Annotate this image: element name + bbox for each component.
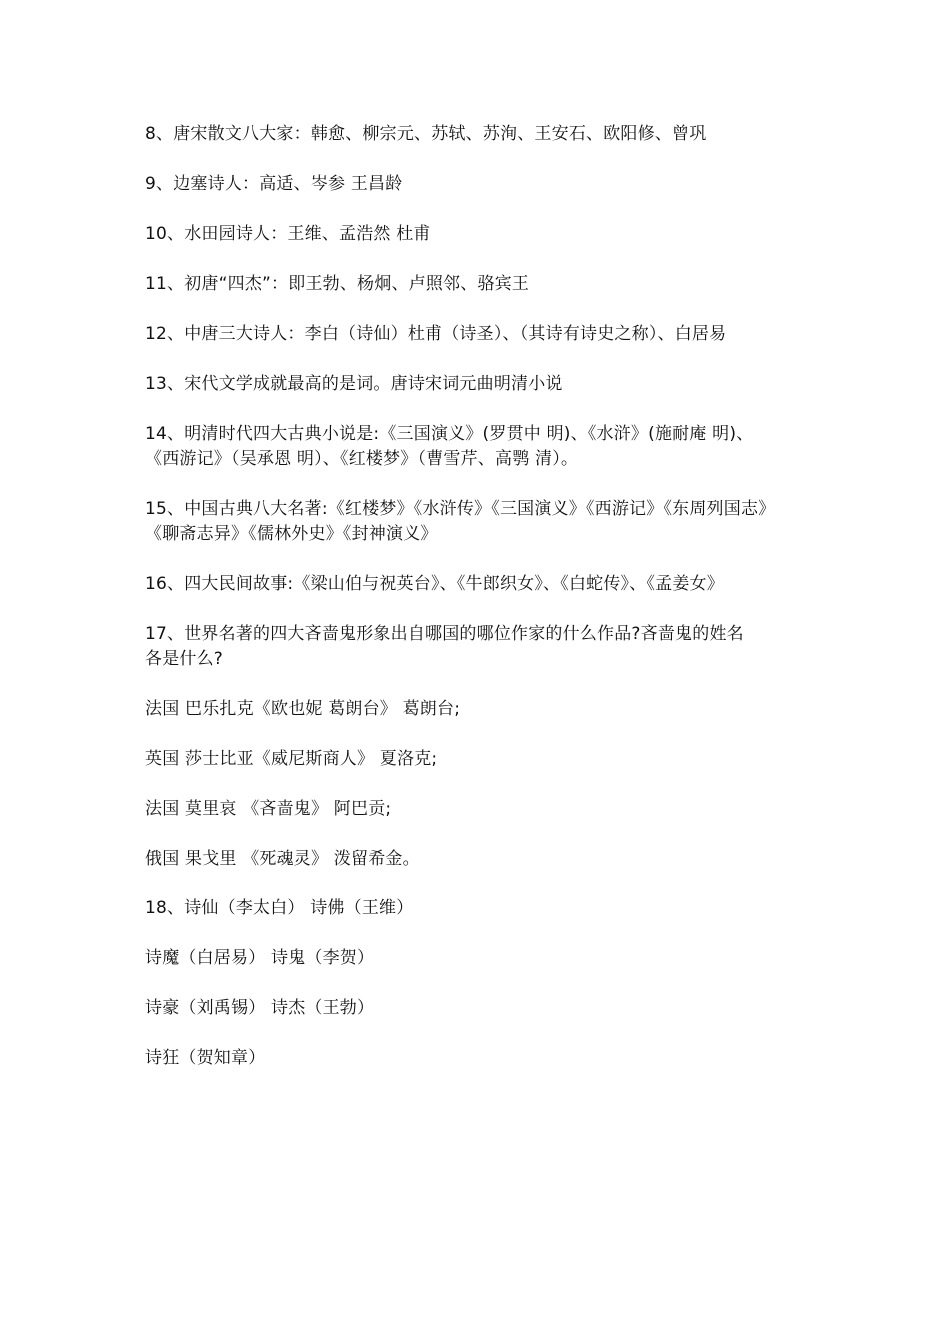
line-12-three-poets: 12、中唐三大诗人：李白（诗仙）杜甫（诗圣）、（其诗有诗史之称）、白居易 — [145, 324, 727, 344]
miser-plyushkin: 俄国 果戈里 《死魂灵》 泼留希金。 — [145, 849, 420, 869]
poet-nicknames-row-3: 诗豪（刘禹锡） 诗杰（王勃） — [145, 998, 375, 1018]
line-18-poet-nicknames: 18、诗仙（李太白） 诗佛（王维） — [145, 898, 414, 918]
line-8-prose-masters: 8、唐宋散文八大家：韩愈、柳宗元、苏轼、苏洵、王安石、欧阳修、曾巩 — [145, 124, 707, 144]
line-11-four-talents: 11、初唐“四杰”：即王勃、杨炯、卢照邻、骆宾王 — [145, 274, 530, 294]
line-10-pastoral-poets: 10、水田园诗人：王维、孟浩然 杜甫 — [145, 224, 431, 244]
line-14-part-2: 《西游记》（吴承恩 明）、《红楼梦》（曹雪芹、高鹗 清）。 — [145, 449, 579, 469]
line-13-song-literature: 13、宋代文学成就最高的是词。唐诗宋词元曲明清小说 — [145, 374, 563, 394]
line-17-misers-question — [145, 622, 825, 672]
line-15-part-2: 《聊斋志异》《儒林外史》《封神演义》 — [145, 524, 438, 544]
poet-nicknames-row-4: 诗狂（贺知章） — [145, 1048, 266, 1068]
line-9-frontier-poets: 9、边塞诗人：高适、岑参 王昌龄 — [145, 174, 403, 194]
line-16-folk-tales: 16、四大民间故事:《梁山伯与祝英台》、《牛郎织女》、《白蛇传》、《孟姜女》 — [145, 574, 724, 594]
line-15-eight-classics — [145, 497, 825, 547]
miser-shylock: 英国 莎士比亚《威尼斯商人》 夏洛克; — [145, 749, 438, 769]
miser-harpagon: 法国 莫里哀 《吝啬鬼》 阿巴贡; — [145, 799, 392, 819]
line-17-part-2: 各是什么? — [145, 649, 224, 669]
line-15-part-1: 15、中国古典八大名著:《红楼梦》《水浒传》《三国演义》《西游记》《东周列国志》 — [145, 499, 776, 519]
poet-nicknames-row-2: 诗魔（白居易） 诗鬼（李贺） — [145, 948, 375, 968]
line-14-four-classic-novels — [145, 422, 825, 472]
miser-grandet: 法国 巴乐扎克《欧也妮 葛朗台》 葛朗台; — [145, 699, 461, 719]
line-17-part-1: 17、世界名著的四大吝啬鬼形象出自哪国的哪位作家的什么作品?吝啬鬼的姓名 — [145, 624, 744, 644]
line-14-part-1: 14、明清时代四大古典小说是:《三国演义》(罗贯中 明)、《水浒》(施耐庵 明)、 — [145, 424, 754, 444]
